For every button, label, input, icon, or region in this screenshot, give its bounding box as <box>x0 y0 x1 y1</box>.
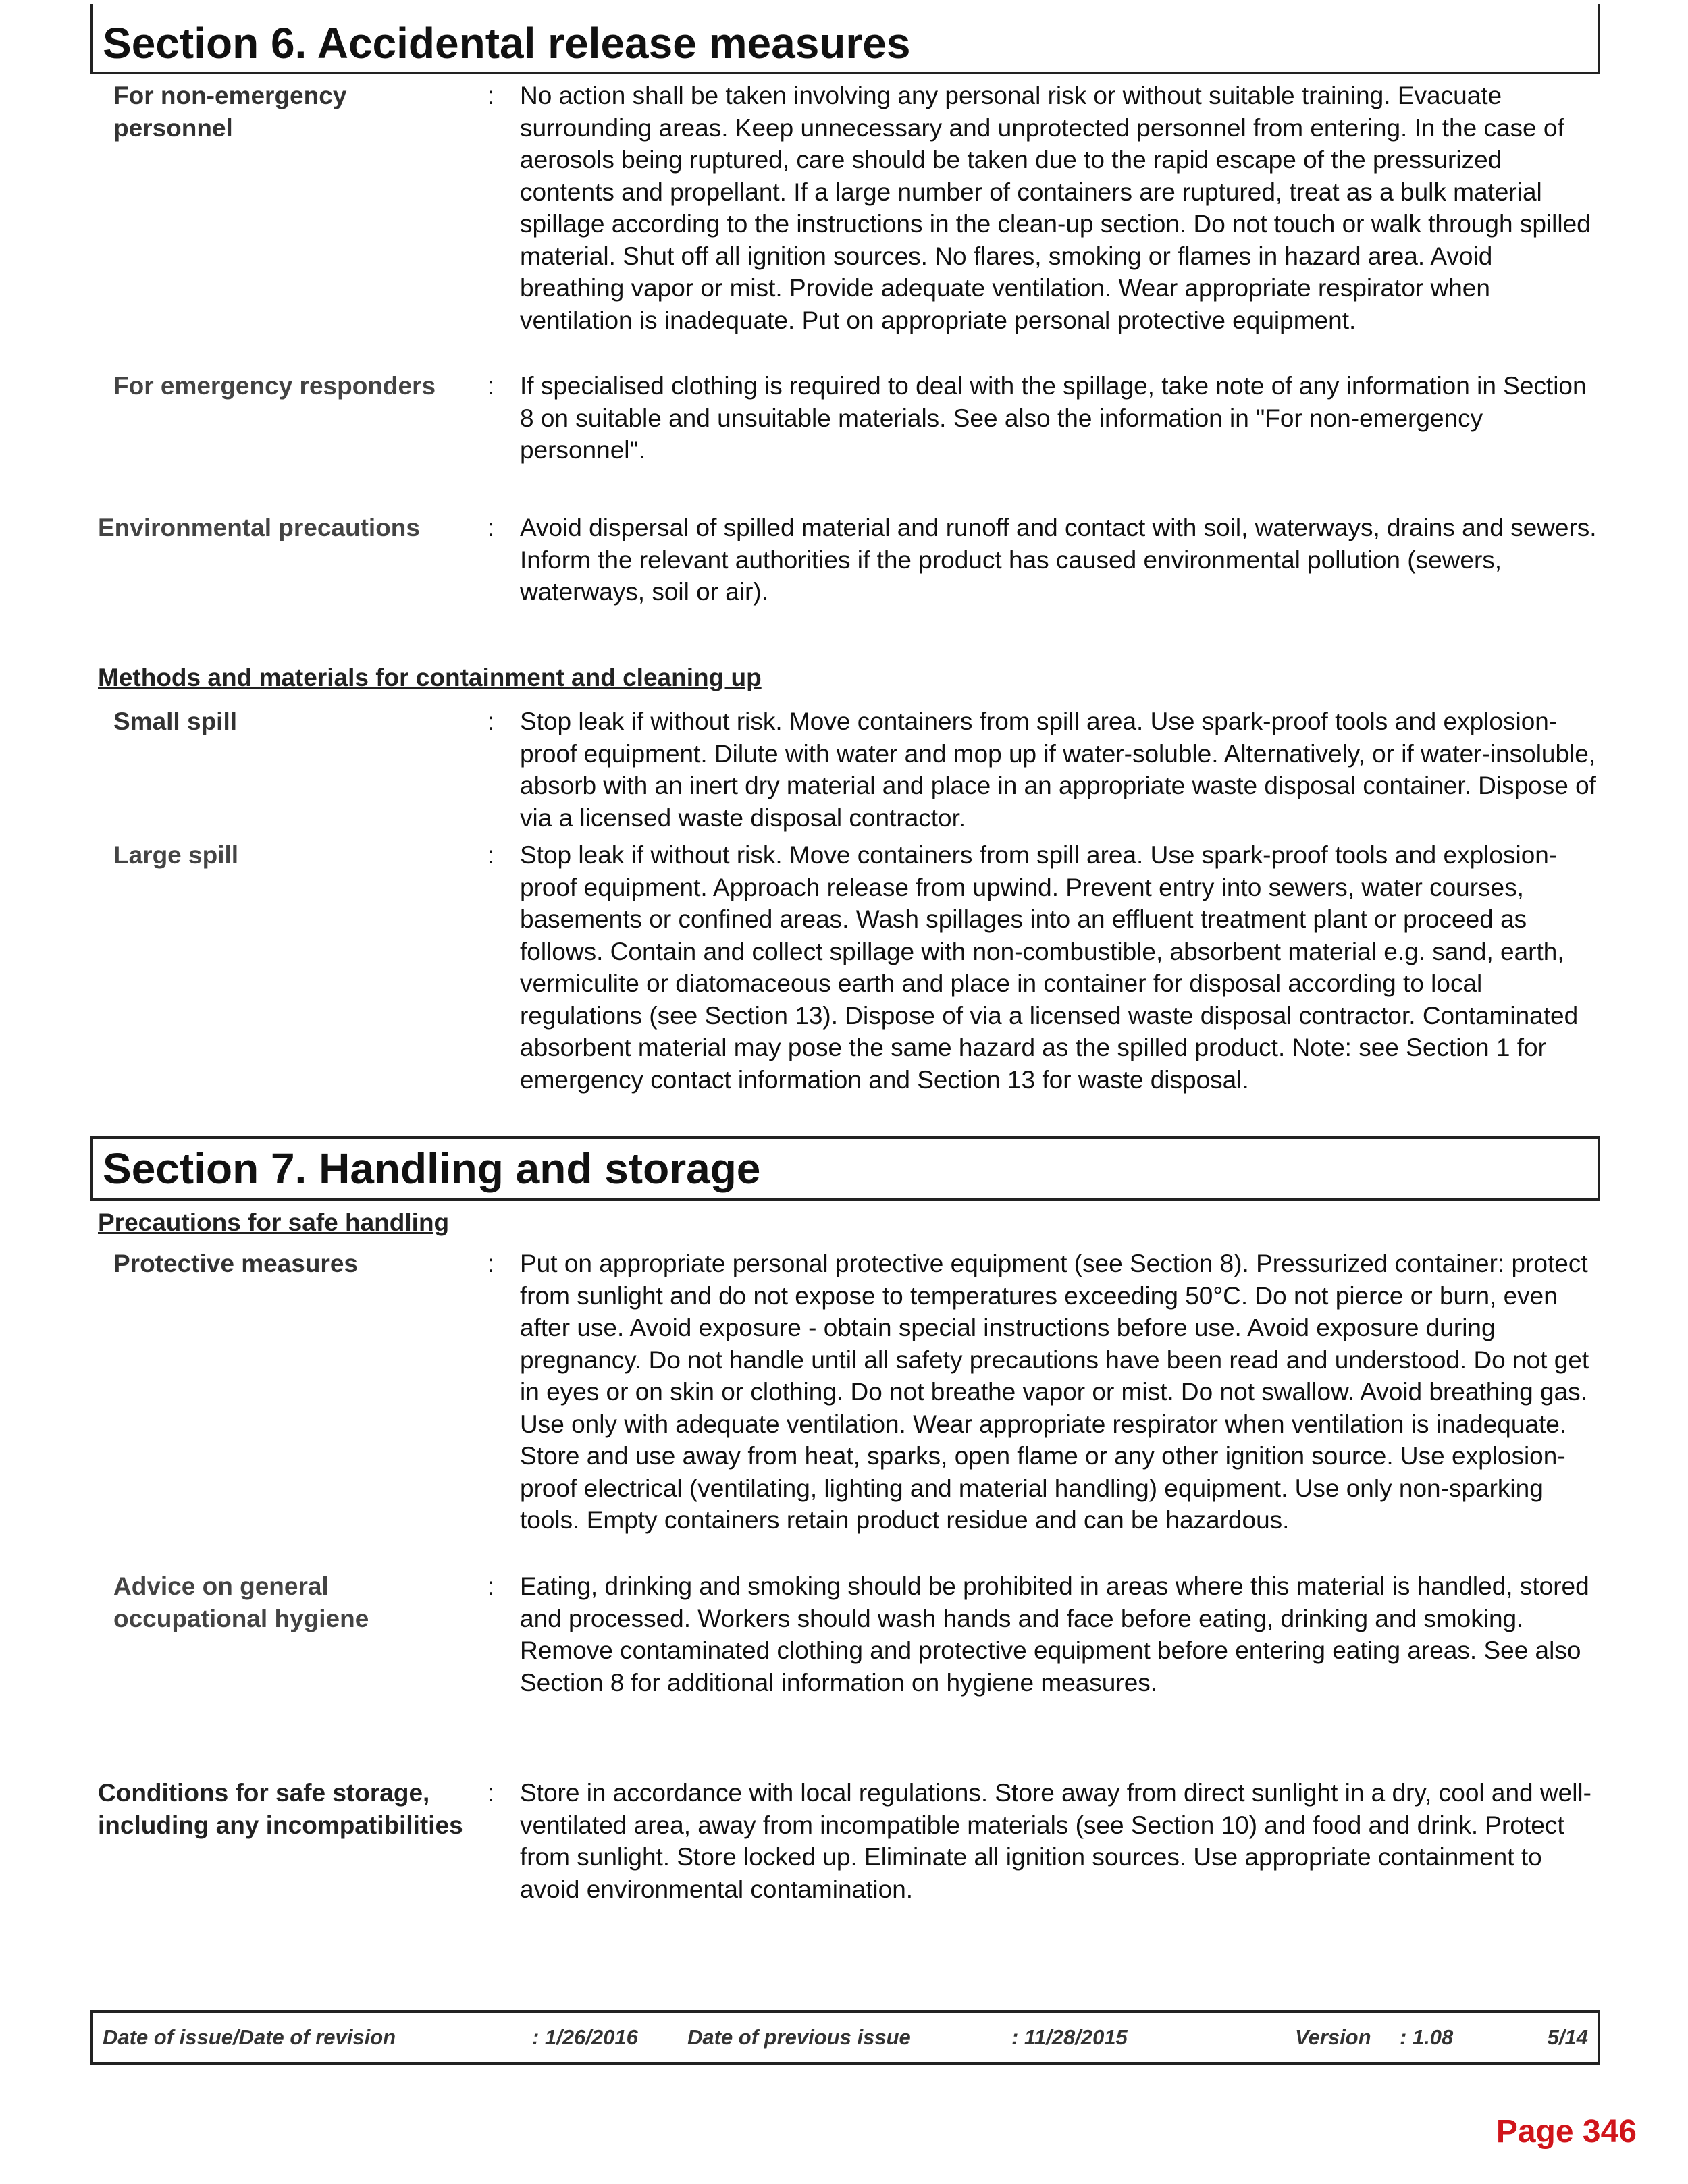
environmental-label: Environmental precautions <box>98 514 420 541</box>
colon: : <box>487 514 495 541</box>
protective-text: Put on appropriate personal protective equipment (see Section 8). Pressurized container: protect from sunlight and do not expose to temperatures exceeding 50°C. Do not pierce or burn, even after use. Avoid exposure - obtain special instructions before use. Avoid exposure during pregnancy. Do not handle until all safety precautions have been read and understood. Do not get in eyes or on skin or clothing. Do not breathe vapor or mist. Do not swallow. Avoid breathing gas. Use only with adequate ventilation. Wear appropriate respirator when ventilation is inadequate. Store and use away from heat, sparks, open flame or any other ignition source. Use explosion-proof electrical (ventilating, lighting and material handling) equipment. Use only non-sparking tools. Empty containers retain product residue and can be hazardous. <box>520 1250 1589 1534</box>
colon: : <box>487 1572 495 1600</box>
storage-row <box>0 1777 1688 1912</box>
methods-heading: Methods and materials for containment and cleaning up <box>98 664 762 691</box>
colon: : <box>487 372 495 400</box>
section-6-title: Section 6. Accidental release measures <box>103 19 911 68</box>
previous-issue-label: Date of previous issue <box>687 2025 911 2049</box>
large-spill-row <box>0 839 1688 1129</box>
environmental-row <box>0 512 1688 613</box>
large-spill-text: Stop leak if without risk. Move containers from spill area. Use spark-proof tools and explosion-proof equipment. Approach release from upwind. Prevent entry into sewers, water courses, basements or confined areas. Wash spillages into an effluent treatment plant or proceed as follows. Contain and collect spillage with non-combustible, absorbent material e.g. sand, earth, vermiculite or diatomaceous earth and place in container for disposal according to local regulations (see Section 13). Dispose of via a licensed waste disposal contractor. Contaminated absorbent material may pose the same hazard as the spilled product. Note: see Section 1 for emergency contact information and Section 13 for waste disposal. <box>520 841 1579 1094</box>
environmental-text: Avoid dispersal of spilled material and runoff and contact with soil, waterways, drains and sewers. Inform the relevant authorities if the product has caused environmental pollution (sewers, waterways, soil or air). <box>520 514 1597 606</box>
emergency-label: For emergency responders <box>113 372 436 400</box>
non-emergency-text: No action shall be taken involving any personal risk or without suitable training. Evacuate surrounding areas. Keep unnecessary and unprotected personnel from entering. In the case of aerosols being ruptured, care should be taken due to the rapid escape of the pressurized contents and propellant. If a large number of containers are ruptured, treat as a bulk material spillage according to the instructions in the clean-up section. Do not touch or walk through spilled material. Shut off all ignition sources. No flares, smoking or flames in hazard area. Avoid breathing vapor or mist. Provide adequate ventilation. Wear appropriate respirator when ventilation is inadequate. Put on appropriate personal protective equipment. <box>520 82 1591 334</box>
version-label: Version <box>1295 2025 1371 2049</box>
non-emergency-label: For non-emergency personnel <box>113 82 347 142</box>
emergency-row <box>0 370 1688 471</box>
issue-date-value: : 1/26/2016 <box>532 2025 638 2049</box>
large-spill-label: Large spill <box>113 841 239 869</box>
hygiene-text: Eating, drinking and smoking should be prohibited in areas where this material is handled, stored and processed. Workers should wash hands and face before eating, drinking and smoking. Remove contaminated clothing and protective equipment before entering eating areas. See also Section 8 for additional information on hygiene measures. <box>520 1572 1589 1697</box>
storage-text: Store in accordance with local regulations. Store away from direct sunlight in a dry, cool and well-ventilated area, away from incompatible materials (see Section 10) and food and drink. Protect from sunlight. Store locked up. Eliminate all ignition sources. Use appropriate containment to avoid environmental contamination. <box>520 1779 1591 1903</box>
hygiene-row <box>0 1570 1688 1732</box>
page-count: 5/14 <box>1547 2025 1588 2049</box>
colon: : <box>487 841 495 869</box>
section-6-header <box>90 4 1600 74</box>
page-number: Page 346 <box>1496 2114 1637 2150</box>
storage-label: Conditions for safe storage, including any incompatibilities <box>98 1779 463 1839</box>
protective-label: Protective measures <box>113 1250 358 1277</box>
small-spill-label: Small spill <box>113 708 238 735</box>
section-7-title: Section 7. Handling and storage <box>103 1144 761 1193</box>
small-spill-text: Stop leak if without risk. Move containers from spill area. Use spark-proof tools and explosion-proof equipment. Dilute with water and mop up if water-soluble. Alternatively, or if water-insoluble, absorb with an inert dry material and place in an appropriate waste disposal container. Dispose of via a licensed waste disposal contractor. <box>520 708 1596 832</box>
version-value: : 1.08 <box>1400 2025 1454 2049</box>
hygiene-label: Advice on general occupational hygiene <box>113 1572 369 1632</box>
colon: : <box>487 708 495 735</box>
small-spill-row <box>0 705 1688 834</box>
section-7-header <box>90 1136 1600 1201</box>
non-emergency-row <box>0 80 1688 363</box>
protective-row <box>0 1248 1688 1565</box>
colon: : <box>487 1250 495 1277</box>
emergency-text: If specialised clothing is required to deal with the spillage, take note of any information in Section 8 on suitable and unsuitable materials. See also the information in "For non-emergency personnel". <box>520 372 1587 464</box>
document-footer <box>90 2010 1600 2065</box>
colon: : <box>487 1779 495 1807</box>
issue-date-label: Date of issue/Date of revision <box>103 2025 396 2049</box>
colon: : <box>487 82 495 109</box>
previous-issue-value: : 11/28/2015 <box>1011 2025 1128 2049</box>
precautions-heading: Precautions for safe handling <box>98 1208 450 1236</box>
